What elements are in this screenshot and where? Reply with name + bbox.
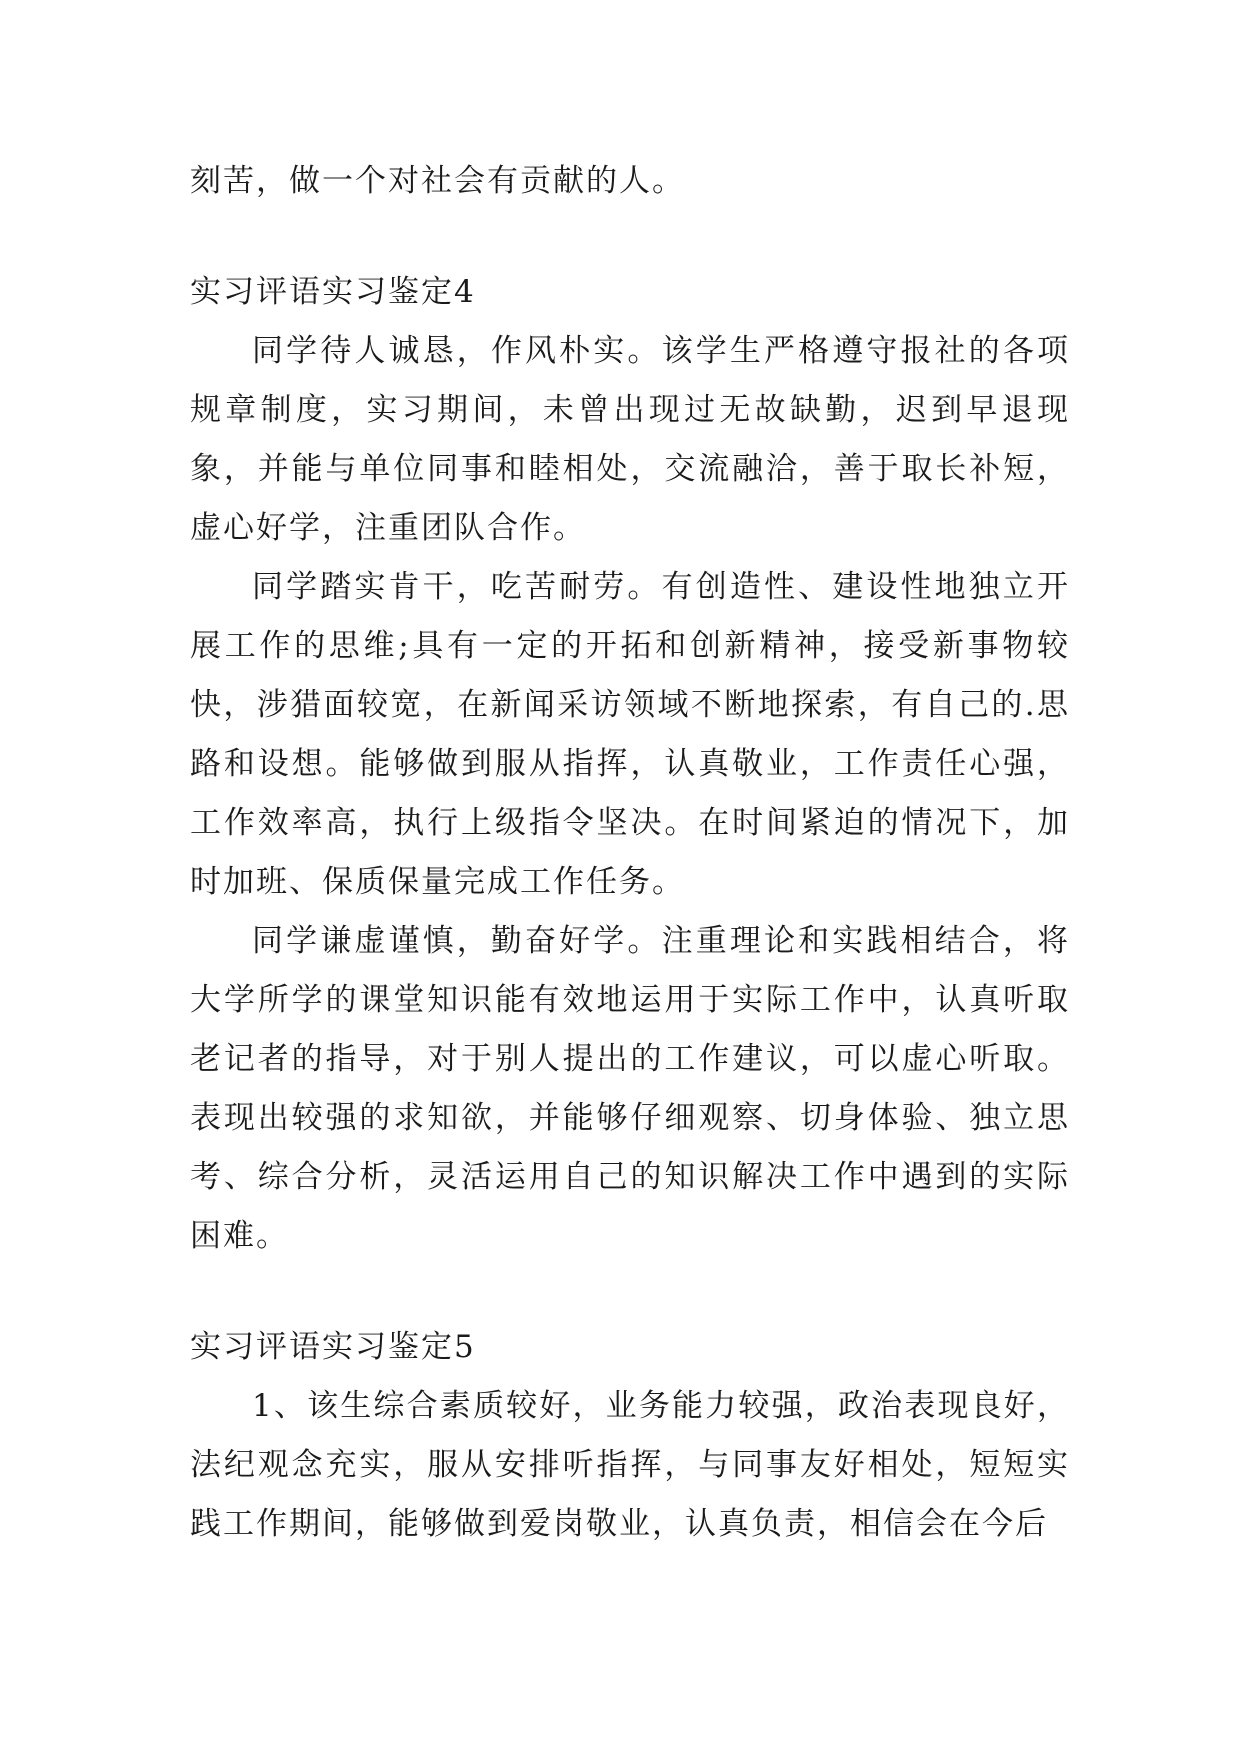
section-heading-4: 实习评语实习鉴定4	[190, 274, 476, 310]
section-heading-5: 实习评语实习鉴定5	[190, 1329, 476, 1365]
section-4-paragraph-2: 同学踏实肯干，吃苦耐劳。有创造性、建设性地独立开展工作的思维;具有一定的开拓和创新精神，接受新事物较快，涉猎面较宽，在新闻采访领域不断地探索，有自己的.思路和设想。能够做到服从指挥，认真敬业，工作责任心强，工作效率高，执行上级指令坚决。在时间紧迫的情况下，加时加班、保质保量完成工作任务。	[190, 569, 1070, 900]
section-4-paragraph-1: 同学待人诚恳，作风朴实。该学生严格遵守报社的各项规章制度，实习期间，未曾出现过无故缺勤，迟到早退现象，并能与单位同事和睦相处，交流融洽，善于取长补短，虚心好学，注重团队合作。	[190, 333, 1070, 546]
section-5-paragraph-1: 1、该生综合素质较好，业务能力较强，政治表现良好，法纪观念充实，服从安排听指挥，与同事友好相处，短短实践工作期间，能够做到爱岗敬业，认真负责，相信会在今后	[190, 1388, 1070, 1542]
continuation-text: 刻苦，做一个对社会有贡献的人。	[190, 163, 685, 199]
section-4-paragraph-3: 同学谦虚谨慎，勤奋好学。注重理论和实践相结合，将大学所学的课堂知识能有效地运用于实际工作中，认真听取老记者的指导，对于别人提出的工作建议，可以虚心听取。表现出较强的求知欲，并能够仔细观察、切身体验、独立思考、综合分析，灵活运用自己的知识解决工作中遇到的实际困难。	[190, 923, 1070, 1254]
document-body	[190, 152, 1070, 1554]
